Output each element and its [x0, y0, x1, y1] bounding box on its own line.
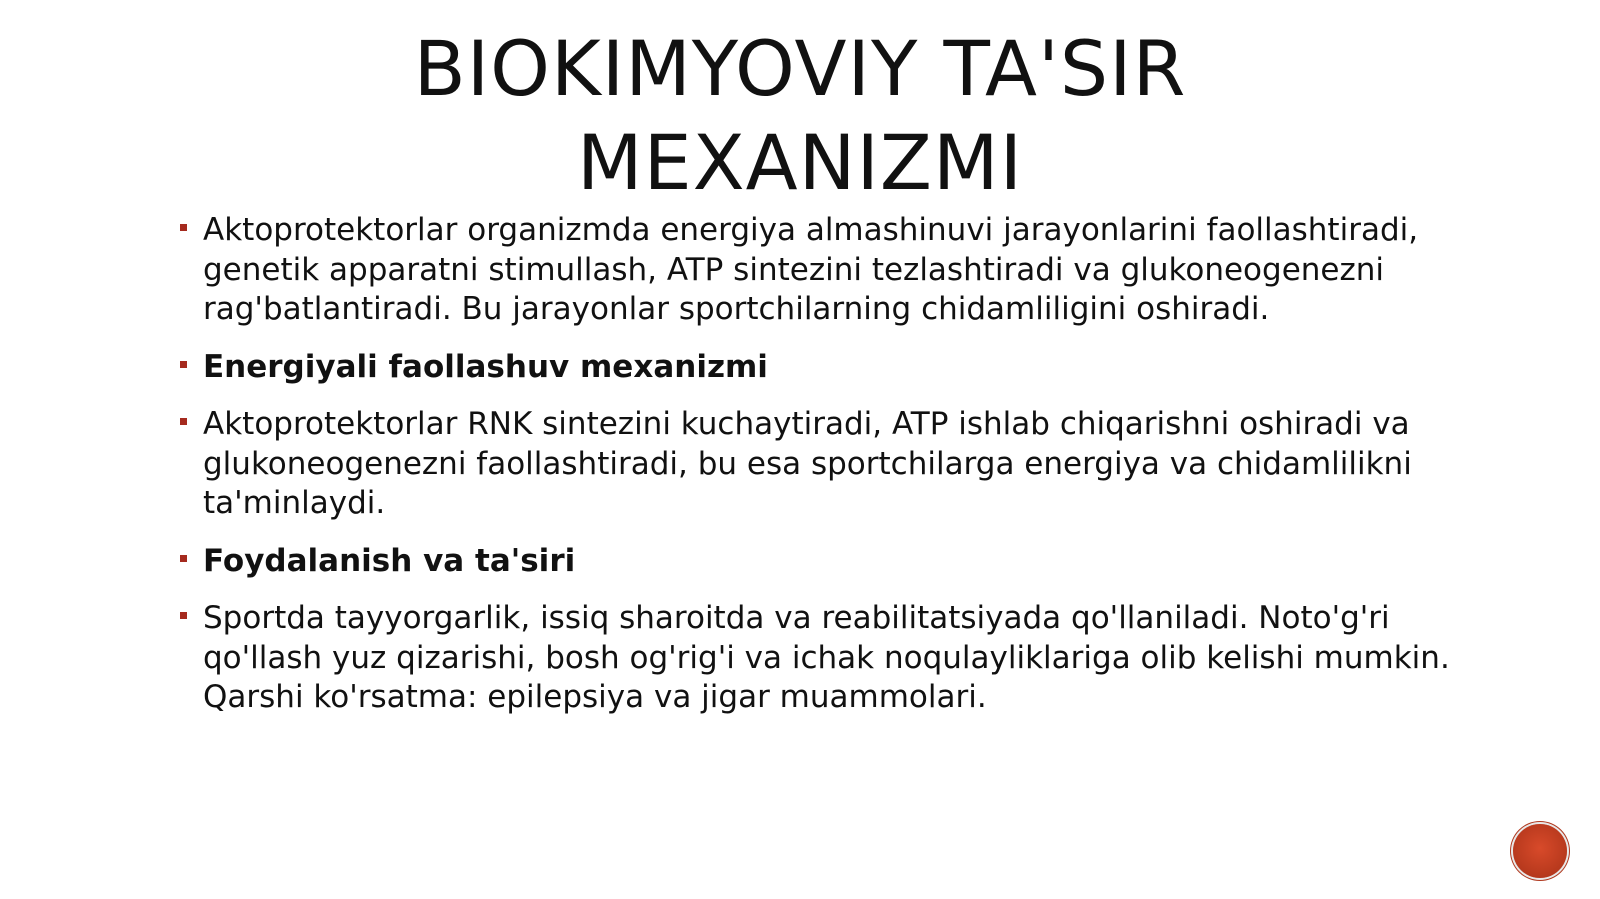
bullet-text: Energiyali faollashuv mexanizmi	[203, 348, 768, 385]
bullet-heading-usage-effects	[178, 542, 1468, 582]
bullet-heading-energy-activation	[178, 348, 1468, 388]
bullet-marker-icon	[180, 555, 187, 562]
slide-title-line-1: BIOKIMYOVIY TA'SIR	[413, 24, 1187, 113]
slide-title	[200, 22, 1400, 210]
bullet-item-energy-metabolism	[178, 211, 1468, 330]
bullet-text: Aktoprotektorlar organizmda energiya almashinuvi jarayonlarini faollashtiradi, genetik apparatni stimullash, ATP sintezini tezlashtiradi va glukoneogenezni rag'batlantiradi. Bu jarayonlar sportchilarning chidamliligini oshiradi.	[203, 212, 1419, 327]
slide-title-line-2: MEXANIZMI	[577, 118, 1023, 207]
bullet-item-rna-synthesis	[178, 405, 1468, 524]
bullet-marker-icon	[180, 612, 187, 619]
bullet-marker-icon	[180, 224, 187, 231]
circle-button-icon[interactable]	[1513, 824, 1567, 878]
bullet-list	[178, 211, 1468, 736]
bullet-item-usage-details	[178, 599, 1468, 718]
bullet-marker-icon	[180, 361, 187, 368]
bullet-marker-icon	[180, 418, 187, 425]
bullet-text: Sportda tayyorgarlik, issiq sharoitda va reabilitatsiyada qo'llaniladi. Noto'g'ri qo'llash yuz qizarishi, bosh og'rig'i va ichak noqulayliklariga olib kelishi mumkin. Qarshi ko'rsatma: epilepsiya va jigar muammolari.	[203, 600, 1450, 715]
bullet-text: Foydalanish va ta'siri	[203, 542, 576, 579]
bullet-text: Aktoprotektorlar RNK sintezini kuchaytiradi, ATP ishlab chiqarishni oshiradi va glukoneogenezni faollashtiradi, bu esa sportchilarga energiya va chidamlilikni ta'minlaydi.	[203, 406, 1412, 521]
